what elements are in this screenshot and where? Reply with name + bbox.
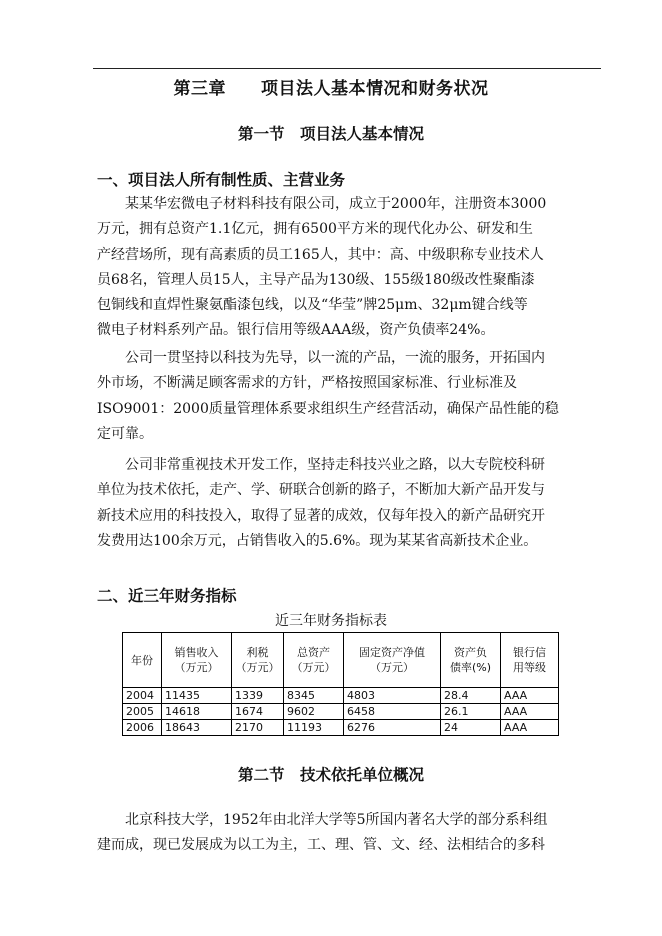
heading-ownership: 一、项目法人所有制性质、主营业务 bbox=[97, 170, 346, 189]
table-row bbox=[123, 720, 559, 736]
text-line: ISO9001：2000质量管理体系要求组织生产经营活动，确保产品性能的稳 bbox=[97, 400, 559, 417]
text-line: 新技术应用的科技投入，取得了显著的成效，仅每年投入的新产品研究开 bbox=[97, 507, 545, 524]
table-cell: 2004 bbox=[123, 688, 162, 704]
header-fixed-assets bbox=[344, 633, 441, 688]
header-text: 总资产 （万元） bbox=[291, 646, 336, 674]
text-line: 产经营场所，现有高素质的员工165人，其中：高、中级职称专业技术人 bbox=[97, 246, 544, 263]
header-text: 利税 （万元） bbox=[235, 646, 280, 674]
paragraph-university bbox=[97, 808, 597, 859]
text-line: 单位为技术依托，走产、学、研联合创新的路子，不断加大新产品开发与 bbox=[97, 482, 545, 499]
table-cell: AAA bbox=[501, 688, 559, 704]
chapter-title: 第三章 项目法人基本情况和财务状况 bbox=[173, 79, 489, 99]
table-cell: 9602 bbox=[284, 704, 344, 720]
header-credit-rating bbox=[501, 633, 559, 688]
table-cell: 14618 bbox=[162, 704, 232, 720]
paragraph-company-intro bbox=[97, 192, 597, 344]
table-cell: 28.4 bbox=[441, 688, 501, 704]
table-cell: 1339 bbox=[232, 688, 284, 704]
text-line: 建而成，现已发展成为以工为主，工、理、管、文、经、法相结合的多科 bbox=[97, 837, 545, 854]
table-cell: 6276 bbox=[344, 720, 441, 736]
text-line: 微电子材料系列产品。银行信用等级AAA级，资产负债率24%。 bbox=[97, 322, 495, 339]
heading-financials: 二、近三年财务指标 bbox=[97, 586, 237, 605]
header-text: 销售收入 （万元） bbox=[174, 646, 219, 674]
header-text: 固定资产净值 （万元） bbox=[359, 646, 425, 674]
text-line: 外市场，不断满足顾客需求的方针，严格按照国家标准、行业标准及 bbox=[97, 375, 517, 392]
header-text: 银行信 用等级 bbox=[513, 646, 546, 674]
header-text: 资产负 债率(%) bbox=[449, 646, 492, 674]
table-header-row bbox=[123, 633, 559, 688]
table-cell: 2170 bbox=[232, 720, 284, 736]
header-debt-ratio bbox=[441, 633, 501, 688]
table-cell: 4803 bbox=[344, 688, 441, 704]
table-cell: 11193 bbox=[284, 720, 344, 736]
table-cell: AAA bbox=[501, 720, 559, 736]
table-row bbox=[123, 704, 559, 720]
text-line: 发费用达100余万元，占销售收入的5.6%。现为某某省高新技术企业。 bbox=[97, 532, 538, 549]
text-line: 万元，拥有总资产1.1亿元，拥有6500平方米的现代化办公、研发和生 bbox=[97, 221, 533, 238]
table-cell: 2006 bbox=[123, 720, 162, 736]
header-total-assets bbox=[284, 633, 344, 688]
table-cell: 2005 bbox=[123, 704, 162, 720]
section-title-2: 第二节 技术依托单位概况 bbox=[237, 765, 424, 784]
table-cell: 8345 bbox=[284, 688, 344, 704]
table-cell: 26.1 bbox=[441, 704, 501, 720]
table-cell: 24 bbox=[441, 720, 501, 736]
text-line: 公司一贯坚持以科技为先导，以一流的产品，一流的服务，开拓国内 bbox=[97, 350, 545, 366]
text-line: 定可靠。 bbox=[97, 425, 153, 442]
text-line: 某某华宏微电子材料科技有限公司，成立于2000年，注册资本3000 bbox=[97, 196, 547, 212]
table-cell: 18643 bbox=[162, 720, 232, 736]
table-cell: 11435 bbox=[162, 688, 232, 704]
text-line: 包铜线和直焊性聚氨酯漆包线，以及“华莹”牌25μm、32μm键合线等 bbox=[97, 297, 528, 314]
text-line: 员68名，管理人员15人，主导产品为130级、155级180级改性聚酯漆 bbox=[97, 271, 535, 288]
header-year: 年份 bbox=[123, 633, 162, 688]
text-line: 公司非常重视技术开发工作，坚持走科技兴业之路，以大专院校科研 bbox=[97, 457, 545, 473]
financial-table bbox=[122, 632, 559, 736]
table-caption: 近三年财务指标表 bbox=[275, 613, 387, 629]
table-row bbox=[123, 688, 559, 704]
table-cell: AAA bbox=[501, 704, 559, 720]
table-cell: 1674 bbox=[232, 704, 284, 720]
header-rule bbox=[93, 68, 601, 69]
text-line: 北京科技大学，1952年由北洋大学等5所国内著名大学的部分系科组 bbox=[97, 812, 548, 828]
header-sales bbox=[162, 633, 232, 688]
section-title-1: 第一节 项目法人基本情况 bbox=[237, 124, 424, 143]
paragraph-rnd bbox=[97, 453, 597, 554]
header-profit-tax bbox=[232, 633, 284, 688]
paragraph-company-policy bbox=[97, 346, 597, 447]
table-cell: 6458 bbox=[344, 704, 441, 720]
